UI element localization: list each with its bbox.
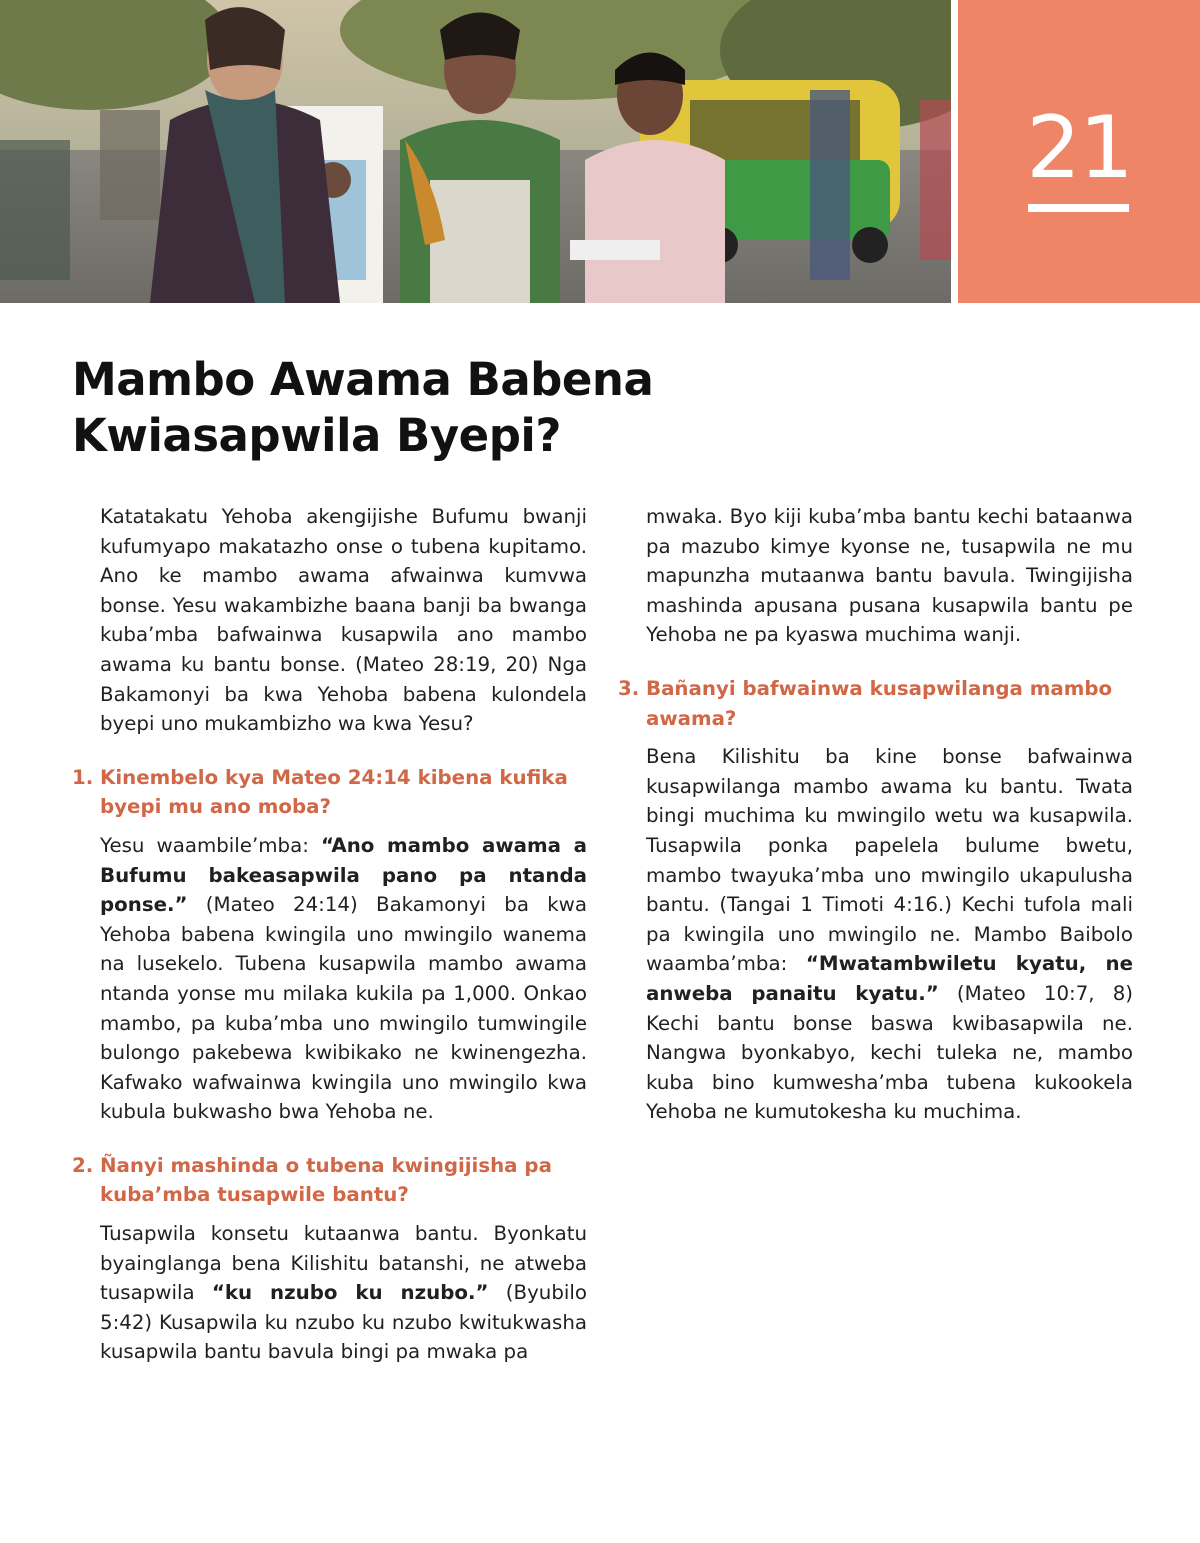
right-column	[618, 502, 1133, 1127]
answer-1-paragraph	[100, 831, 587, 1127]
question-3-text: Bañanyi bafwainwa kusapwilanga mambo awama?	[646, 676, 1113, 730]
answer-1-lead: Yesu waambile’mba:	[100, 833, 321, 857]
answer-2-lead: Tusapwila konsetu kutaanwa bantu. Byonkatu byainglanga bena Kilishitu batanshi, ne atweba tusapwila	[100, 1222, 587, 1305]
intro-paragraph: Katatakatu Yehoba akengijishe Bufumu bwanji kufumyapo makatazho onse o tubena kupitamo. Ano ke mambo awama afwainwa kumvwa bonse. Yesu wakambizhe baana banji ba bwanga kuba’mba bafwainwa kusapwila ano mambo awama ku bantu bonse. (Mateo 28:19, 20) Nga Bakamonyi ba kwa Yehoba babena kulondela byepi uno mukambizho wa kwa Yesu?	[100, 505, 587, 736]
lesson-number: 21	[1026, 98, 1132, 198]
question-2-number: 2.	[72, 1153, 94, 1177]
answer-1-body: (Mateo 24:14) Bakamonyi ba kwa Yehoba babena kwingila uno mwingilo wanema na lusekelo. Tubena kusapwila mambo awama ntanda yonse mu milaka kukila pa 1,000. Onkao mambo, pa kuba’mba uno mwingilo tumwingile bulongo pakebewa kwibikako ne kwinengezha. Kafwako wafwainwa kwingila uno mwingilo kwa kubula bukwasho bwa Yehoba ne.	[100, 893, 587, 1124]
question-1	[72, 763, 587, 822]
question-3	[618, 674, 1133, 733]
title-line-1: Mambo Awama Babena	[72, 353, 654, 406]
page-title	[72, 352, 792, 464]
question-1-text: Kinembelo kya Mateo 24:14 kibena kufika byepi mu ano moba?	[100, 765, 568, 819]
question-3-number: 3.	[618, 676, 640, 700]
question-2-text: Ñanyi mashinda o tubena kwingijisha pa kuba’mba tusapwile bantu?	[100, 1153, 552, 1207]
lesson-number-underline	[1028, 204, 1129, 212]
answer-2-paragraph	[100, 1219, 587, 1367]
answer-2-scripture-quote: “ku nzubo ku nzubo.”	[211, 1281, 489, 1305]
answer-2-continued: mwaka. Byo kiji kuba’mba bantu kechi bataanwa pa mazubo kimye kyonse ne, tusapwila ne mu mapunzha mutaanwa bantu bavula. Twingijisha mashinda apusana pusana kusapwila bantu pe Yehoba ne pa kyaswa muchima wanji.	[646, 505, 1133, 647]
title-line-2: Kwiasapwila Byepi?	[72, 409, 561, 462]
question-2	[72, 1151, 587, 1210]
street-scene-illustration	[0, 0, 951, 303]
header-photo	[0, 0, 951, 303]
answer-3-lead: Bena Kilishitu ba kine bonse bafwainwa kusapwilanga mambo awama ku bantu. Twata bingi muchima ku mwingilo wetu wa kusapwila. Tusapwila ponka papelela bulume bwetu, mambo twayuka’mba uno mwingilo ukapulusha bantu. (Tangai 1 Timoti 4:16.) Kechi tufola mali pa kwingila uno mwingilo ne. Mambo Baibolo waamba’mba:	[646, 745, 1133, 976]
lesson-number-box	[958, 0, 1200, 303]
answer-2-body: (Byubilo 5:42) Kusapwila ku nzubo ku nzubo kwitukwasha kusapwila bantu bavula bingi pa mwaka pa	[100, 1281, 587, 1364]
question-1-number: 1.	[72, 765, 94, 789]
left-column	[72, 502, 587, 1367]
answer-1-scripture-quote: “Ano mambo awama a Bufumu bakeasapwila pano pa ntanda ponse.”	[100, 833, 587, 917]
answer-3-scripture-quote: “Mwatambwiletu kyatu, ne anweba panaitu kyatu.”	[646, 952, 1133, 1005]
answer-3-paragraph	[646, 742, 1133, 1127]
answer-3-body: (Mateo 10:7, 8) Kechi bantu bonse baswa kwibasapwila ne. Nangwa byonkabyo, kechi tuleka ne, mambo kuba bino kumwesha’mba tubena kukookela Yehoba ne kumutokesha ku muchima.	[646, 981, 1133, 1124]
